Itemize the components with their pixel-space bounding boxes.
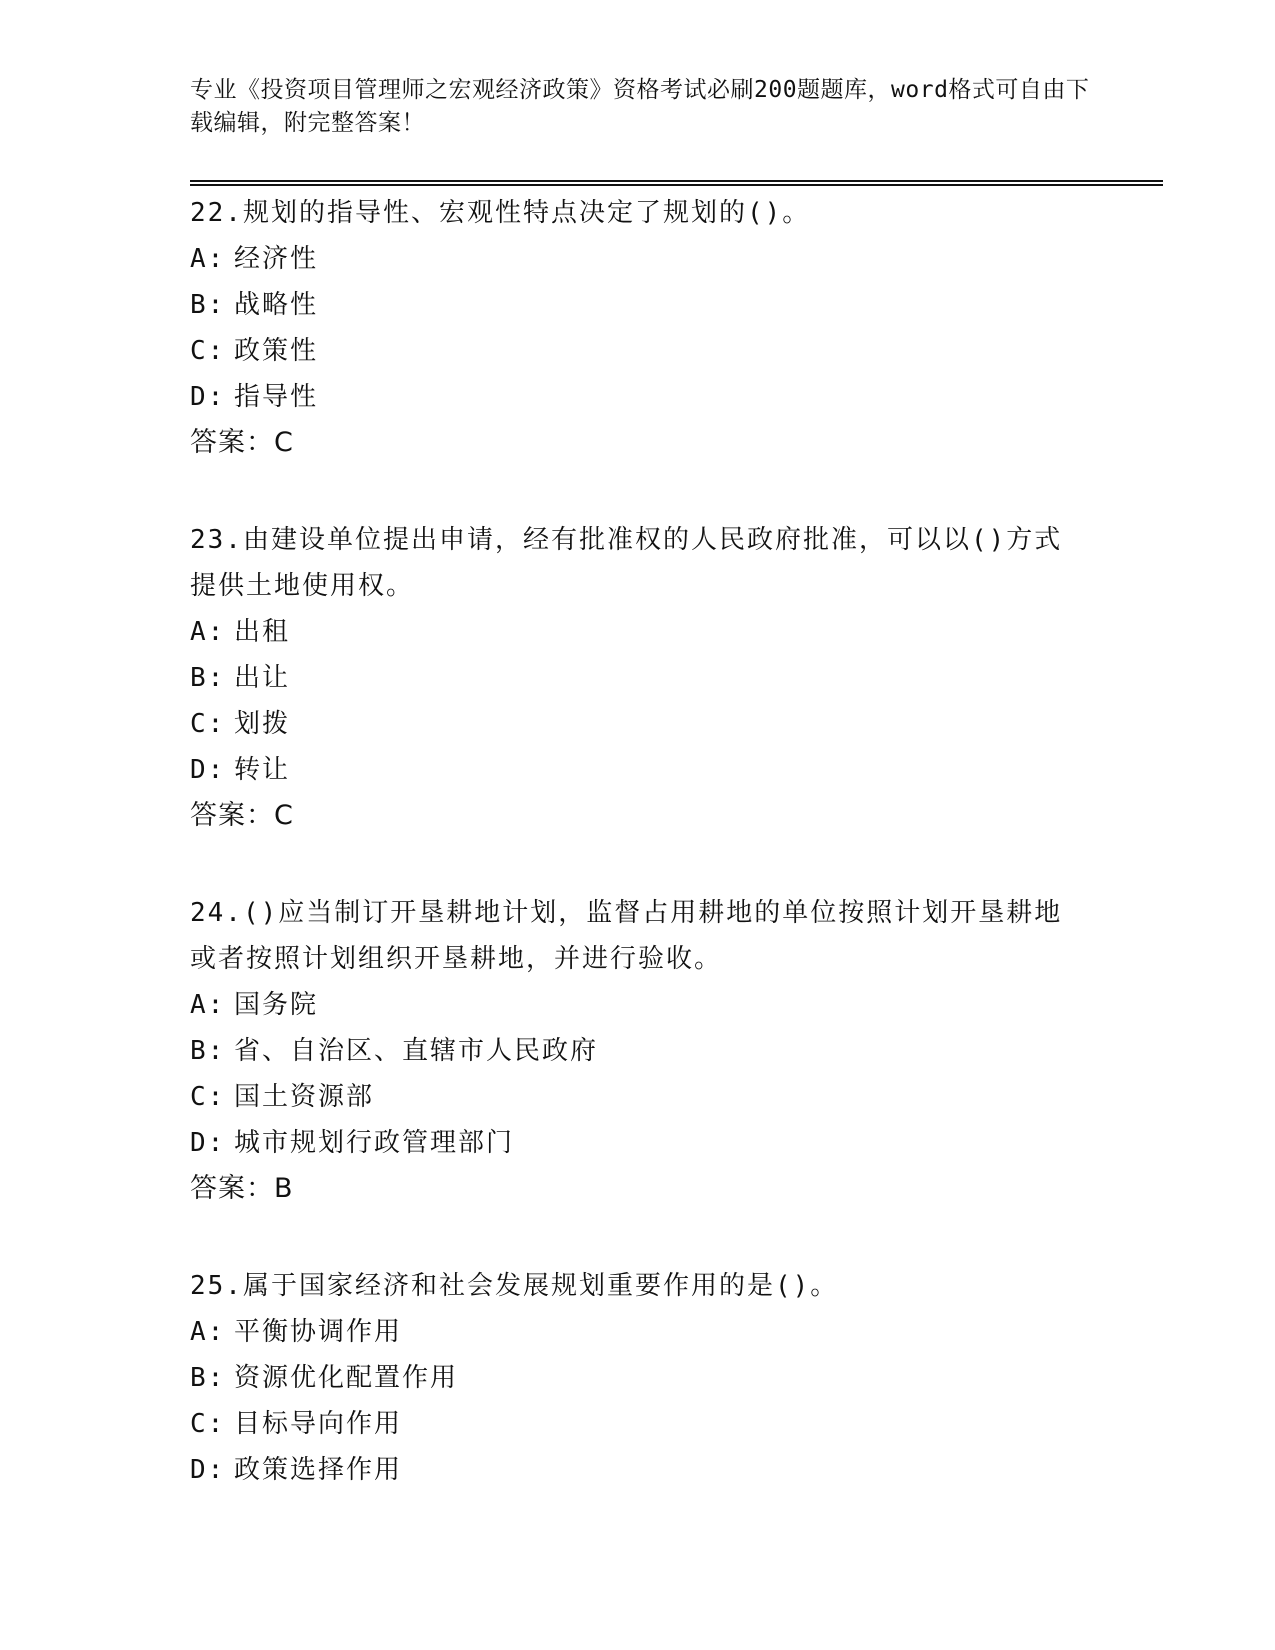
option-key: D: xyxy=(190,382,226,412)
answer-line: 答案：B xyxy=(190,1173,294,1204)
option-text: 省、自治区、直辖市人民政府 xyxy=(234,1036,599,1066)
option-key: D: xyxy=(190,1455,226,1485)
option-c xyxy=(190,1401,1090,1447)
question-23 xyxy=(190,517,1090,839)
option-key: C: xyxy=(190,1409,226,1439)
question-text: 22.规划的指导性、宏观性特点决定了规划的()。 xyxy=(190,198,811,228)
option-key: A: xyxy=(190,1317,226,1347)
option-c xyxy=(190,701,1090,747)
option-text: 出让 xyxy=(234,663,291,693)
option-text: 平衡协调作用 xyxy=(234,1317,403,1347)
option-a xyxy=(190,1309,1090,1355)
option-key: B: xyxy=(190,663,226,693)
option-text: 国土资源部 xyxy=(234,1082,375,1112)
option-b xyxy=(190,1028,1090,1074)
option-d xyxy=(190,1120,1090,1166)
option-a xyxy=(190,236,1090,282)
question-22 xyxy=(190,190,1090,466)
option-key: A: xyxy=(190,244,226,274)
option-text: 政策性 xyxy=(234,336,319,366)
option-c xyxy=(190,328,1090,374)
option-a xyxy=(190,982,1090,1028)
question-text: 23.由建设单位提出申请，经有批准权的人民政府批准，可以以()方式提供土地使用权。 xyxy=(190,525,1063,601)
option-text: 国务院 xyxy=(234,990,319,1020)
question-25 xyxy=(190,1263,1090,1493)
document-header: 专业《投资项目管理师之宏观经济政策》资格考试必刷200题题库，word格式可自由下载编辑，附完整答案！ xyxy=(190,77,1090,136)
option-b xyxy=(190,655,1090,701)
option-a xyxy=(190,609,1090,655)
option-key: D: xyxy=(190,1128,226,1158)
option-key: B: xyxy=(190,1036,226,1066)
question-text: 24.()应当制订开垦耕地计划，监督占用耕地的单位按照计划开垦耕地或者按照计划组织开垦耕地，并进行验收。 xyxy=(190,898,1063,974)
option-key: C: xyxy=(190,1082,226,1112)
option-text: 资源优化配置作用 xyxy=(234,1363,459,1393)
answer-line: 答案：C xyxy=(190,427,294,458)
answer-line: 答案：C xyxy=(190,800,294,831)
question-text: 25.属于国家经济和社会发展规划重要作用的是()。 xyxy=(190,1271,839,1301)
option-c xyxy=(190,1074,1090,1120)
option-text: 政策选择作用 xyxy=(234,1455,403,1485)
question-24 xyxy=(190,890,1090,1212)
option-b xyxy=(190,282,1090,328)
option-d xyxy=(190,1447,1090,1493)
option-d xyxy=(190,374,1090,420)
option-key: D: xyxy=(190,755,226,785)
option-d xyxy=(190,747,1090,793)
option-text: 战略性 xyxy=(234,290,319,320)
option-text: 转让 xyxy=(234,755,291,785)
option-key: C: xyxy=(190,336,226,366)
header-divider-bottom xyxy=(190,184,1163,186)
option-key: B: xyxy=(190,1363,226,1393)
option-text: 指导性 xyxy=(234,382,319,412)
option-key: C: xyxy=(190,709,226,739)
header-divider-top xyxy=(190,180,1163,182)
option-text: 目标导向作用 xyxy=(234,1409,403,1439)
option-text: 划拨 xyxy=(234,709,291,739)
option-key: A: xyxy=(190,990,226,1020)
option-key: B: xyxy=(190,290,226,320)
option-key: A: xyxy=(190,617,226,647)
question-list xyxy=(190,190,1090,1544)
option-text: 城市规划行政管理部门 xyxy=(234,1128,515,1158)
option-text: 经济性 xyxy=(234,244,319,274)
option-text: 出租 xyxy=(234,617,291,647)
option-b xyxy=(190,1355,1090,1401)
